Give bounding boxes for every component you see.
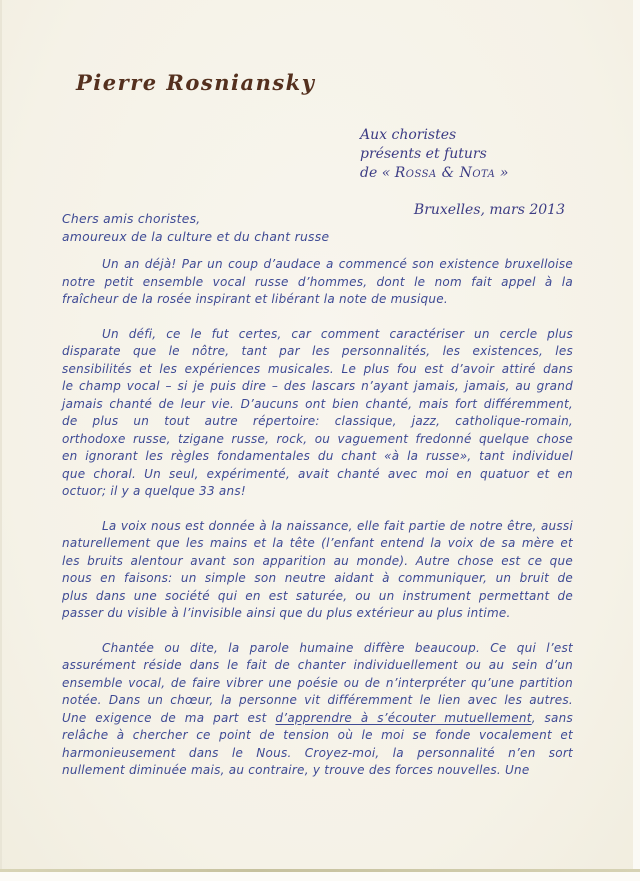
letter-line xyxy=(62,256,573,274)
paragraph xyxy=(62,326,573,501)
letter-line xyxy=(62,274,573,292)
letter-line xyxy=(62,378,573,396)
letter-line xyxy=(62,710,573,728)
letter-body xyxy=(62,256,573,797)
letter-line xyxy=(62,413,573,431)
letter-line xyxy=(62,588,573,606)
recipient-block xyxy=(360,126,508,183)
line-text: relâche à chercher ce point de tension où le moi se fonde vocalement et xyxy=(62,728,573,742)
letter-line xyxy=(62,326,573,344)
line-text: le champ vocal – si je puis dire – des lascars n’ayant jamais, jamais, au grand xyxy=(62,379,573,393)
underlined-phrase: d’apprendre à s’écouter mutuellement xyxy=(275,710,532,725)
line-text: naturellement que les mains et la tête (l’enfant entend la voix de sa mère et xyxy=(62,536,573,550)
line-text: ensemble vocal, de faire vibrer une poésie ou de n’interpréter qu’une partition xyxy=(62,675,573,690)
line-text: Un an déjà! Par un coup d’audace a commencé son existence bruxelloise xyxy=(102,257,573,271)
line-text: de plus un tout autre répertoire: classique, jazz, catholique-romain, xyxy=(62,414,573,428)
recipient-line: présents et futurs xyxy=(360,146,487,162)
line-text: , sans xyxy=(531,710,574,725)
line-text: que choral. Un seul, expérimenté, avait chanté avec moi en quatuor et en xyxy=(62,466,573,481)
line-text: jamais chanté de leur vie. D’aucuns ont bien chanté, mais fort différemment, xyxy=(62,396,573,411)
line-text: passer du visible à l’invisible ainsi que du plus extérieur au plus intime. xyxy=(62,606,511,620)
letter-line xyxy=(62,657,573,675)
recipient-org-line xyxy=(360,164,508,183)
letterhead-name: Pierre Rosniansky xyxy=(76,70,316,95)
recipient-org-prefix: de « xyxy=(360,165,395,181)
scan-edge-left xyxy=(0,0,2,881)
letter-line xyxy=(62,553,573,571)
letter-line xyxy=(62,466,573,484)
line-text: harmonieusement dans le Nous. Croyez-moi, la personnalité n’en sort xyxy=(62,745,573,760)
line-text: notée. Dans un chœur, la personne vit différemment le lien avec les autres. xyxy=(62,693,573,707)
recipient-org-name: Rossa & Nota xyxy=(394,165,496,181)
letter-line xyxy=(62,692,573,710)
letter-line xyxy=(62,605,573,623)
paragraph xyxy=(62,640,573,780)
recipient-line: Aux choristes xyxy=(360,127,457,143)
line-text: nous en faisons: un simple son neutre aidant à communiquer, un bruit de xyxy=(62,571,573,585)
line-text: plus dans une société qui en est saturée, ou un instrument permettant de xyxy=(62,588,573,603)
line-text: Chantée ou dite, la parole humaine diffère beaucoup. Ce qui l’est xyxy=(102,640,573,655)
line-text: notre petit ensemble vocal russe d’hommes, dont le nom fait appel à la xyxy=(62,274,573,289)
letter-line xyxy=(62,745,573,763)
line-text: La voix nous est donnée à la naissance, elle fait partie de notre être, aussi xyxy=(102,518,573,533)
recipient-org-suffix: » xyxy=(495,165,509,181)
letter-line xyxy=(62,431,573,449)
line-text: assurément réside dans le fait de chanter individuellement ou au sein d’un xyxy=(62,658,573,672)
letter-line xyxy=(62,396,573,414)
paragraph xyxy=(62,256,573,309)
scan-edge-right xyxy=(633,0,640,881)
line-text: disparate que le nôtre, tant par les personnalités, les existences, les xyxy=(62,344,573,358)
letter-line xyxy=(62,535,573,553)
letter-line xyxy=(62,675,573,693)
line-text: octuor; il y a quelque 33 ans! xyxy=(62,484,246,498)
letter-line xyxy=(62,640,573,658)
line-text: orthodoxe russe, tzigane russe, rock, ou vaguement fredonné quelque chose xyxy=(62,431,573,446)
salutation-block xyxy=(62,210,329,246)
line-text: en ignorant les règles fondamentales du chant «à la russe», tant individuel xyxy=(62,449,573,463)
line-text: Une exigence de ma part est xyxy=(62,710,276,725)
line-text: nullement diminuée mais, au contraire, y trouve des forces nouvelles. Une xyxy=(62,763,530,777)
letter-line xyxy=(62,483,573,501)
line-text: sensibilités et les expériences musicales. Le plus fou est d’avoir attiré dans xyxy=(62,361,573,376)
letter-line xyxy=(62,361,573,379)
line-text: Un défi, ce le fut certes, car comment caractériser un cercle plus xyxy=(102,326,573,341)
letter-line xyxy=(62,727,573,745)
paragraph xyxy=(62,518,573,623)
line-text: les bruits alentour avant son apparition au monde). Autre chose est ce que xyxy=(62,553,573,568)
letter-line xyxy=(62,518,573,536)
letter-line xyxy=(62,343,573,361)
letter-line xyxy=(62,291,573,309)
letter-line xyxy=(62,448,573,466)
letter-line xyxy=(62,570,573,588)
dateline: Bruxelles, mars 2013 xyxy=(413,202,565,218)
salutation-line: amoureux de la culture et du chant russe xyxy=(62,230,330,244)
line-text: fraîcheur de la rosée inspirant et libérant la note de musique. xyxy=(62,292,448,306)
salutation-line: Chers amis choristes, xyxy=(62,212,201,226)
scan-edge-bottom-strip xyxy=(0,872,640,881)
letter-line xyxy=(62,762,573,780)
